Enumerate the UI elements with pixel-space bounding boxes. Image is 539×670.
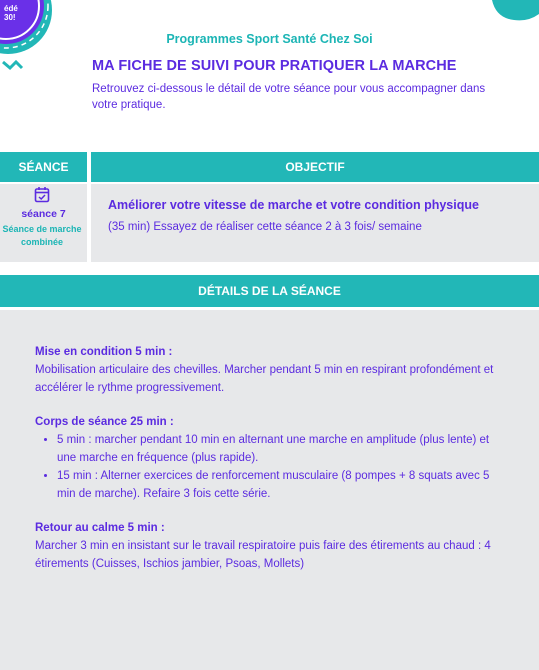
seance-number: séance 7 [21, 208, 66, 220]
seance-type: Séance de marche combinée [2, 224, 82, 247]
bullet-list [35, 431, 495, 503]
section-title: Retour au calme 5 min : [35, 522, 165, 534]
section-cooldown [35, 519, 495, 573]
column-header-objectif: OBJECTIF [91, 152, 539, 182]
objective-title: Améliorer votre vitesse de marche et votre condition physique [108, 198, 479, 212]
section-text: Marcher 3 min en insistant sur le travail respiratoire puis faire des étirements au chaud : 4 étirements (Cuisses, Ischios jambier, Psoas, Mollets) [35, 540, 491, 570]
logo-text: édé 30! [4, 4, 18, 22]
section-title: Corps de séance 25 min : [35, 416, 174, 428]
list-item: • 15 min : Alterner exercices de renforcement musculaire (8 pompes + 8 squats avec 5 min de marche). Refaire 3 fois cette série. [57, 467, 495, 503]
decor-blob-top-right [484, 0, 539, 30]
list-item: • 5 min : marcher pendant 10 min en alternant une marche en amplitude (plus lente) et une marche en fréquence (plus rapide). [57, 431, 495, 467]
section-main [35, 413, 495, 503]
page-title: MA FICHE DE SUIVI POUR PRATIQUER LA MARCHE [92, 58, 457, 74]
objective-subtitle: (35 min) Essayez de réaliser cette séance 2 à 3 fois/ semaine [108, 221, 422, 233]
column-header-seance: SÉANCE [0, 152, 87, 182]
section-warmup [35, 343, 495, 397]
calendar-icon [34, 186, 50, 203]
details-header: DÉTAILS DE LA SÉANCE [0, 275, 539, 307]
section-title: Mise en condition 5 min : [35, 346, 173, 358]
program-kicker: Programmes Sport Santé Chez Soi [166, 32, 373, 46]
section-text: Mobilisation articulaire des chevilles. Marcher pendant 5 min en respirant profondément et accélérer le rythme progressivement. [35, 364, 494, 394]
intro-text: Retrouvez ci-dessous le détail de votre séance pour vous accompagner dans votre pratique. [92, 83, 486, 111]
